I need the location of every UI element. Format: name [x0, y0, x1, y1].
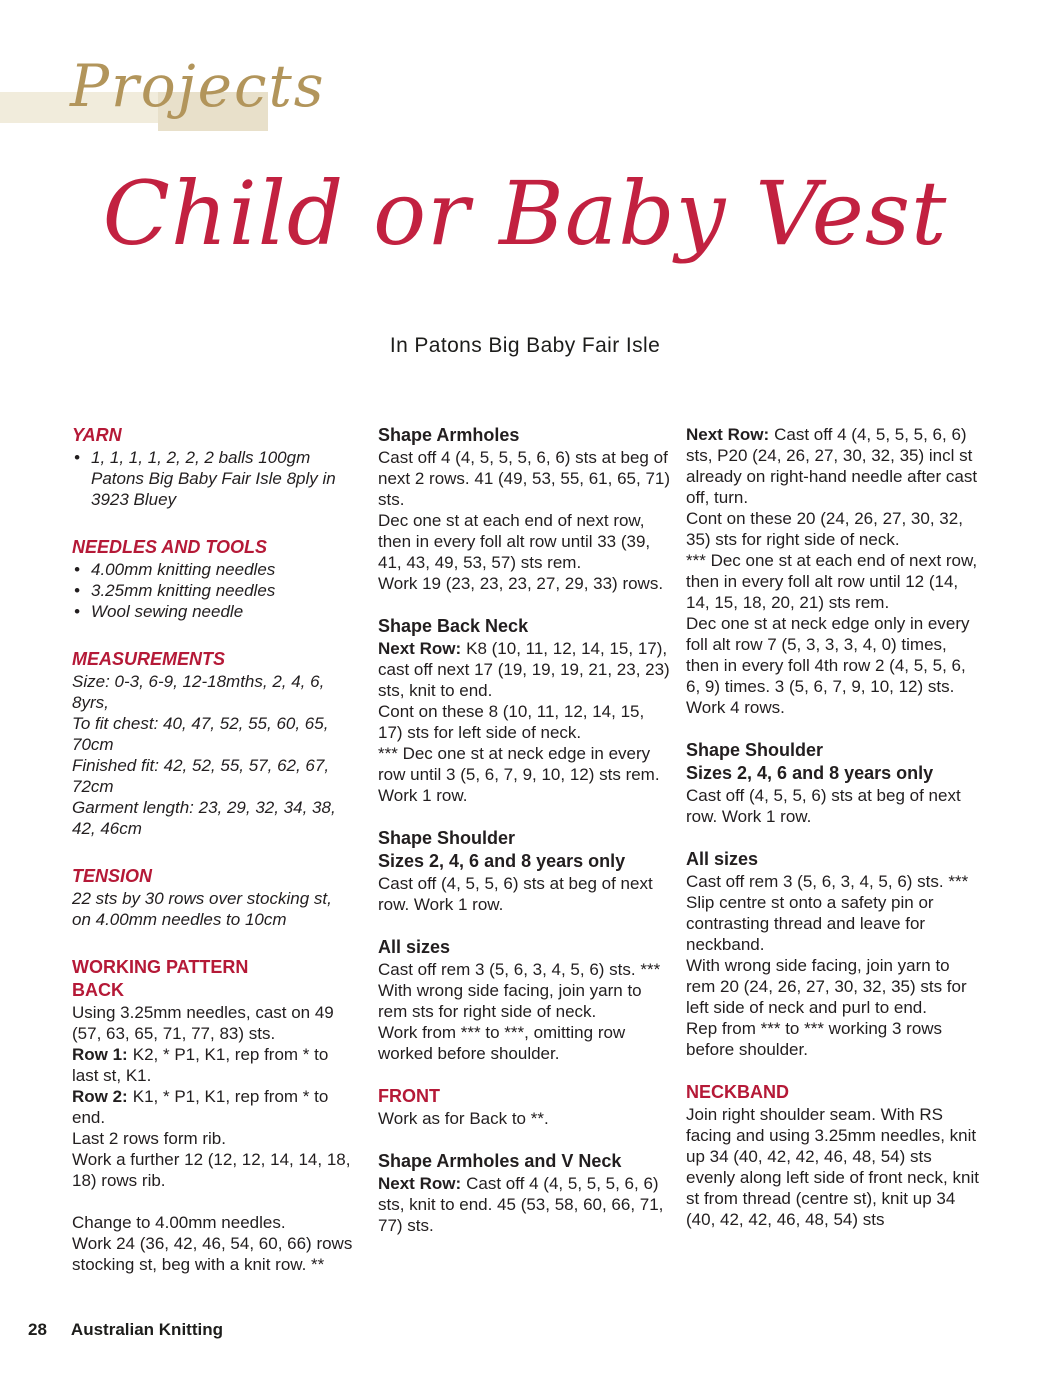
- section-yarn: [72, 424, 354, 510]
- row-label: Next Row:: [378, 1174, 462, 1193]
- measurement-line: Size: 0-3, 6-9, 12-18mths, 2, 4, 6, 8yrs,: [72, 672, 325, 712]
- shape-armholes-v-neck-heading: Shape Armholes and V Neck: [378, 1151, 622, 1171]
- section-kicker: Projects: [70, 52, 326, 120]
- paragraph: Next Row: K8 (10, 11, 12, 14, 15, 17), cast off next 17 (19, 19, 19, 21, 23, 23) sts, knit to end.: [378, 639, 670, 700]
- tension-text: 22 sts by 30 rows over stocking st, on 4.00mm needles to 10cm: [72, 889, 332, 929]
- list-item: • 1, 1, 1, 1, 2, 2, 2 balls 100gm Patons Big Baby Fair Isle 8ply in 3923 Bluey: [72, 447, 354, 510]
- front-heading: FRONT: [378, 1086, 440, 1106]
- paragraph: Join right shoulder seam. With RS facing and using 3.25mm needles, knit up 34 (40, 42, 42, 46, 48, 54) sts evenly along left side of front neck, knit st from thread (centre st), knit up 34 (40, 42, 42, 46, 48, 54) sts: [686, 1105, 979, 1229]
- column-middle: [378, 424, 670, 1257]
- section-shape-armholes-v-neck: [378, 1150, 670, 1236]
- needles-heading: NEEDLES AND TOOLS: [72, 537, 268, 557]
- neckband-heading: NECKBAND: [686, 1082, 789, 1102]
- paragraph: Cast off (4, 5, 5, 6) sts at beg of next row. Work 1 row.: [686, 786, 961, 826]
- sizes-subheading: Sizes 2, 4, 6 and 8 years only: [686, 763, 934, 783]
- shape-armholes-heading: Shape Armholes: [378, 425, 520, 445]
- paragraph: Last 2 rows form rib.: [72, 1129, 226, 1148]
- column-right: [686, 424, 980, 1251]
- section-all-sizes-front: [686, 848, 980, 1060]
- paragraph: Work from *** to ***, omitting row worked before shoulder.: [378, 1023, 626, 1063]
- list-item: • Wool sewing needle: [72, 601, 354, 622]
- section-shape-shoulder: [378, 827, 670, 915]
- page-footer: [28, 1320, 223, 1340]
- paragraph: Using 3.25mm needles, cast on 49 (57, 63, 65, 71, 77, 83) sts.: [72, 1003, 334, 1043]
- section-shape-back-neck: [378, 615, 670, 806]
- paragraph: Cast off rem 3 (5, 6, 3, 4, 5, 6) sts. ***: [686, 872, 969, 891]
- paragraph: Work 24 (36, 42, 46, 54, 60, 66) rows stocking st, beg with a knit row. **: [72, 1234, 353, 1274]
- column-left: [72, 424, 354, 1301]
- yarn-heading: YARN: [72, 425, 122, 445]
- section-working-pattern-back: [72, 956, 354, 1275]
- section-measurements: [72, 648, 354, 839]
- row-label: Next Row:: [378, 639, 462, 658]
- measurements-heading: MEASUREMENTS: [72, 649, 226, 669]
- measurement-line: Garment length: 23, 29, 32, 34, 38, 42, 46cm: [72, 798, 336, 838]
- section-v-neck-continued: [686, 424, 980, 718]
- paragraph: *** Dec one st at neck edge in every row until 3 (5, 6, 7, 9, 10, 12) sts rem.: [378, 744, 660, 784]
- yarn-list: [72, 447, 354, 510]
- paragraph: Work 1 row.: [378, 786, 468, 805]
- list-item: • 4.00mm knitting needles: [72, 559, 354, 580]
- paragraph: Row 2: K1, * P1, K1, rep from * to end.: [72, 1087, 329, 1127]
- all-sizes-heading: All sizes: [686, 849, 759, 869]
- paragraph: Work 4 rows.: [686, 698, 785, 717]
- shape-back-neck-heading: Shape Back Neck: [378, 616, 529, 636]
- shape-shoulder-heading: Shape Shoulder: [378, 828, 516, 848]
- paragraph: Work as for Back to **.: [378, 1109, 549, 1128]
- paragraph: Cast off (4, 5, 5, 6) sts at beg of next row. Work 1 row.: [378, 874, 653, 914]
- measurement-line: To fit chest: 40, 47, 52, 55, 60, 65, 70cm: [72, 714, 329, 754]
- row-label: Row 1:: [72, 1045, 128, 1064]
- paragraph: Work 19 (23, 23, 23, 27, 29, 33) rows.: [378, 574, 664, 593]
- paragraph: *** Dec one st at each end of next row, then in every foll alt row until 12 (14, 14, 15, 18, 20, 21) sts rem.: [686, 551, 978, 612]
- back-heading: BACK: [72, 980, 124, 1000]
- row-label: Row 2:: [72, 1087, 128, 1106]
- list-item: • 3.25mm knitting needles: [72, 580, 354, 601]
- section-shape-shoulder-front: [686, 739, 980, 827]
- paragraph: Dec one st at neck edge only in every foll alt row 7 (5, 3, 3, 3, 4, 0) times, then in every foll 4th row 2 (4, 5, 5, 6, 6, 9) times. 3 (5, 6, 7, 9, 10, 12) sts.: [686, 614, 970, 696]
- section-neckband: [686, 1081, 980, 1230]
- magazine-name: Australian Knitting: [70, 1320, 223, 1339]
- paragraph: Work a further 12 (12, 12, 14, 14, 18, 18) rows rib.: [72, 1150, 351, 1190]
- section-all-sizes: [378, 936, 670, 1064]
- all-sizes-heading: All sizes: [378, 937, 451, 957]
- paragraph: Next Row: Cast off 4 (4, 5, 5, 5, 6, 6) sts, P20 (24, 26, 27, 30, 32, 35) incl st already on right-hand needle after cast off, turn.: [686, 425, 978, 507]
- paragraph: Change to 4.00mm needles.: [72, 1213, 286, 1232]
- tension-heading: TENSION: [72, 866, 153, 886]
- paragraph: Cont on these 8 (10, 11, 12, 14, 15, 17) sts for left side of neck.: [378, 702, 645, 742]
- paragraph: Dec one st at each end of next row, then in every foll alt row until 33 (39, 41, 43, 49, 53, 57) sts rem.: [378, 511, 651, 572]
- shape-shoulder-heading: Shape Shoulder: [686, 740, 824, 760]
- page-number: 28: [28, 1320, 47, 1339]
- section-shape-armholes: [378, 424, 670, 594]
- paragraph: Cont on these 20 (24, 26, 27, 30, 32, 35) sts for right side of neck.: [686, 509, 963, 549]
- page-subtitle: In Patons Big Baby Fair Isle: [389, 334, 661, 357]
- paragraph: Cast off 4 (4, 5, 5, 5, 6, 6) sts at beg of next 2 rows. 41 (49, 53, 55, 61, 65, 71) sts.: [378, 448, 671, 509]
- paragraph: Row 1: K2, * P1, K1, rep from * to last st, K1.: [72, 1045, 329, 1085]
- row-label: Next Row:: [686, 425, 770, 444]
- page-title: Child or Baby Vest: [102, 162, 948, 265]
- working-pattern-heading: WORKING PATTERN: [72, 957, 249, 977]
- section-needles-and-tools: [72, 536, 354, 622]
- paragraph: Cast off rem 3 (5, 6, 3, 4, 5, 6) sts. ***: [378, 960, 661, 979]
- needles-list: [72, 559, 354, 622]
- paragraph: Next Row: Cast off 4 (4, 5, 5, 5, 6, 6) sts, knit to end. 45 (53, 58, 60, 66, 71, 77) sts.: [378, 1174, 664, 1235]
- paragraph: With wrong side facing, join yarn to rem 20 (24, 26, 27, 30, 32, 35) sts for left side of neck and purl to end.: [686, 956, 967, 1017]
- paragraph: With wrong side facing, join yarn to rem sts for right side of neck.: [378, 981, 642, 1021]
- section-front: [378, 1085, 670, 1129]
- paragraph: Rep from *** to *** working 3 rows before shoulder.: [686, 1019, 943, 1059]
- sizes-subheading: Sizes 2, 4, 6 and 8 years only: [378, 851, 626, 871]
- measurement-line: Finished fit: 42, 52, 55, 57, 62, 67, 72cm: [72, 756, 330, 796]
- paragraph: Slip centre st onto a safety pin or contrasting thread and leave for neckband.: [686, 893, 934, 954]
- section-tension: [72, 865, 354, 930]
